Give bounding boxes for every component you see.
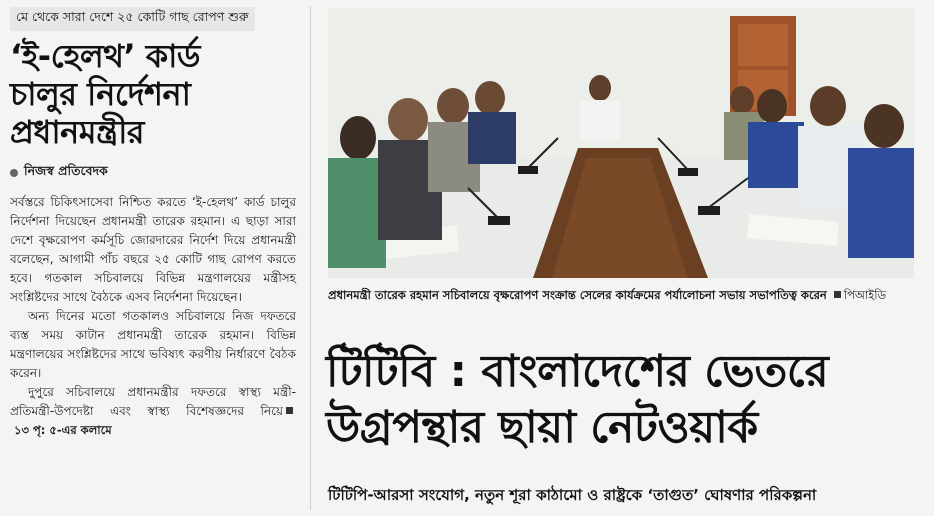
right-headline-line1: টিটিবি : বাংলাদেশের ভেতরে (326, 346, 829, 397)
caption-text: প্রধানমন্ত্রী তারেক রহমান সচিবালয়ে বৃক্ষরোপণ সংক্রান্ত সেলের কার্যক্রমের পর্যালোচনা সভায় সভাপতিত্ব করেন (328, 288, 827, 302)
paragraph-3 (10, 383, 296, 440)
photo-credit: পিআইডি (843, 288, 887, 302)
paragraph-1: সর্বস্তরে চিকিৎসাসেবা নিশ্চিত করতে ‘ই-হেলথ’ কার্ড চালুর নির্দেশনা দিয়েছেন প্রধানমন্ত্রী তারেক রহমান। এ ছাড়া সারা দেশে বৃক্ষরোপণ কর্মসূচি জোরদারের নির্দেশ দিয়ে প্রধানমন্ত্রী বলেছেন, আগামী পাঁচ বছরে ২৫ কোটি গাছ রোপণ করতে হবে। গতকাল সচিবালয়ে বিভিন্ন মন্ত্রণালয়ের মন্ত্রীসহ সংশ্লিষ্টদের সাথে বৈঠকে এসব নির্দেশনা দিয়েছেন। (10, 195, 296, 304)
square-bullet-icon (834, 291, 841, 298)
left-headline-line1: ‘ই-হেলথ’ কার্ড (10, 37, 200, 75)
story-kicker: মে থেকে সারা দেশে ২৫ কোটি গাছ রোপণ শুরু (10, 7, 255, 31)
left-headline (10, 37, 296, 151)
right-headline (326, 344, 926, 456)
left-headline-line2: চালুর নির্দেশনা (10, 75, 191, 113)
bullet-icon (10, 169, 18, 177)
continuation-link[interactable]: ১৩ পৃ: ৫-এর কলামে (14, 423, 112, 437)
right-subhead: টিটিপি-আরসা সংযোগ, নতুন শূরা কাঠামো ও রাষ্ট্রকে ‘তাগুত’ ঘোষণার পরিকল্পনা (328, 486, 817, 504)
square-bullet-icon (286, 407, 293, 414)
byline (10, 163, 296, 183)
right-headline-line2: উগ্রপন্থার ছায়া নেটওয়ার্ক (326, 402, 758, 453)
meeting-photo (328, 8, 914, 278)
photo-caption (328, 286, 914, 305)
left-headline-line3: প্রধানমন্ত্রীর (10, 113, 144, 151)
byline-text: নিজস্ব প্রতিবেদক (24, 163, 108, 178)
paragraph-3-text: দুপুরে সচিবালয়ে প্রধানমন্ত্রীর দফতরে স্বাস্থ্য মন্ত্রী-প্রতিমন্ত্রী-উপদেষ্টা এবং স্বাস্থ্য বিশেষজ্ঞদের নিয়ে (10, 385, 296, 418)
paragraph-2: অন্য দিনের মতো গতকালও সচিবালয়ে নিজ দফতরে ব্যস্ত সময় কাটান প্রধানমন্ত্রী তারেক রহমান। বিভিন্ন মন্ত্রণালয়ের সংশ্লিষ্টদের সাথে ভবিষ্যৎ করণীয় নির্ধারণে বৈঠক করেন। (10, 309, 296, 380)
left-story (10, 6, 296, 440)
column-divider (310, 6, 311, 510)
meeting-photo-illustration (328, 8, 914, 278)
article-body (10, 193, 296, 440)
